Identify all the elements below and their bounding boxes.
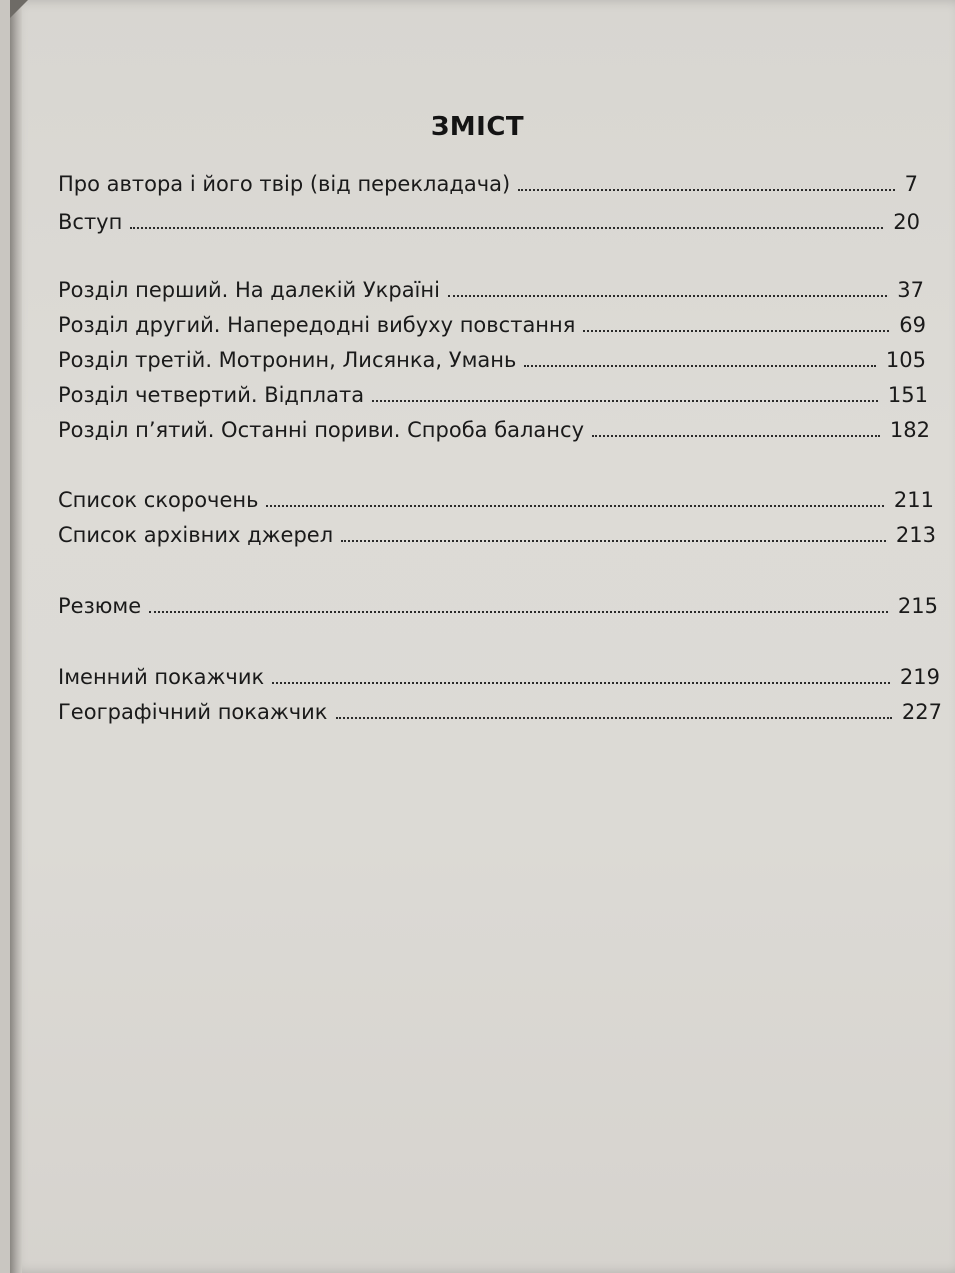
toc-entry-abbreviations (58, 488, 934, 512)
page-binding (10, 0, 22, 1273)
toc-entry-geo-index (58, 700, 942, 724)
toc-page-number: 37 (897, 278, 924, 302)
toc-entry-label: Вступ (58, 210, 123, 234)
toc-page-number: 211 (893, 488, 934, 512)
toc-leader-dots (448, 294, 887, 297)
toc-page-number: 7 (904, 172, 918, 196)
toc-leader-dots (266, 504, 883, 507)
toc-leader-dots (518, 188, 894, 191)
toc-entry-summary (58, 594, 938, 618)
toc-entry-label: Про автора і його твір (від перекладача) (58, 172, 511, 196)
toc-entry-label: Розділ другий. Напередодні вибуху повстання (58, 313, 576, 337)
toc-page-number: 227 (901, 700, 942, 724)
toc-leader-dots (341, 539, 886, 542)
toc-entry-label: Розділ третій. Мотронин, Лисянка, Умань (58, 348, 517, 372)
page-title: ЗМІСТ (430, 112, 525, 142)
toc-entry-label: Розділ четвертий. Відплата (58, 383, 365, 407)
toc-leader-dots (336, 716, 892, 719)
toc-entry-chapter-1 (58, 278, 924, 302)
toc-page-number: 69 (899, 313, 926, 337)
toc-entry-archives (58, 523, 936, 547)
toc-leader-dots (272, 681, 890, 684)
toc-leader-dots (130, 226, 883, 229)
toc-entry-label: Розділ п’ятий. Останні пориви. Спроба балансу (58, 418, 585, 442)
toc-leader-dots (372, 399, 878, 402)
toc-entry-chapter-5 (58, 418, 930, 442)
toc-leader-dots (592, 434, 880, 437)
toc-page-number: 20 (893, 210, 920, 234)
toc-leader-dots (583, 329, 889, 332)
toc-entry-label: Географічний покажчик (58, 700, 328, 724)
toc-entry-chapter-4 (58, 383, 928, 407)
toc-entry-chapter-3 (58, 348, 926, 372)
toc-page-number: 219 (899, 665, 940, 689)
toc-page-number: 151 (887, 383, 928, 407)
toc-entry-label: Список архівних джерел (58, 523, 334, 547)
toc-entry-intro (58, 210, 920, 234)
toc-entry-author (58, 172, 918, 196)
toc-entry-name-index (58, 665, 940, 689)
toc-page-number: 182 (889, 418, 930, 442)
page-corner (10, 0, 28, 18)
toc-entry-label: Резюме (58, 594, 142, 618)
toc-entry-label: Іменний покажчик (58, 665, 265, 689)
toc-entry-chapter-2 (58, 313, 926, 337)
toc-leader-dots (149, 610, 888, 613)
toc-page-number: 105 (885, 348, 926, 372)
toc-page-number: 213 (895, 523, 936, 547)
toc-entry-label: Список скорочень (58, 488, 259, 512)
toc-entry-label: Розділ перший. На далекій Україні (58, 278, 440, 302)
toc-leader-dots (524, 364, 876, 367)
toc-page-number: 215 (897, 594, 938, 618)
